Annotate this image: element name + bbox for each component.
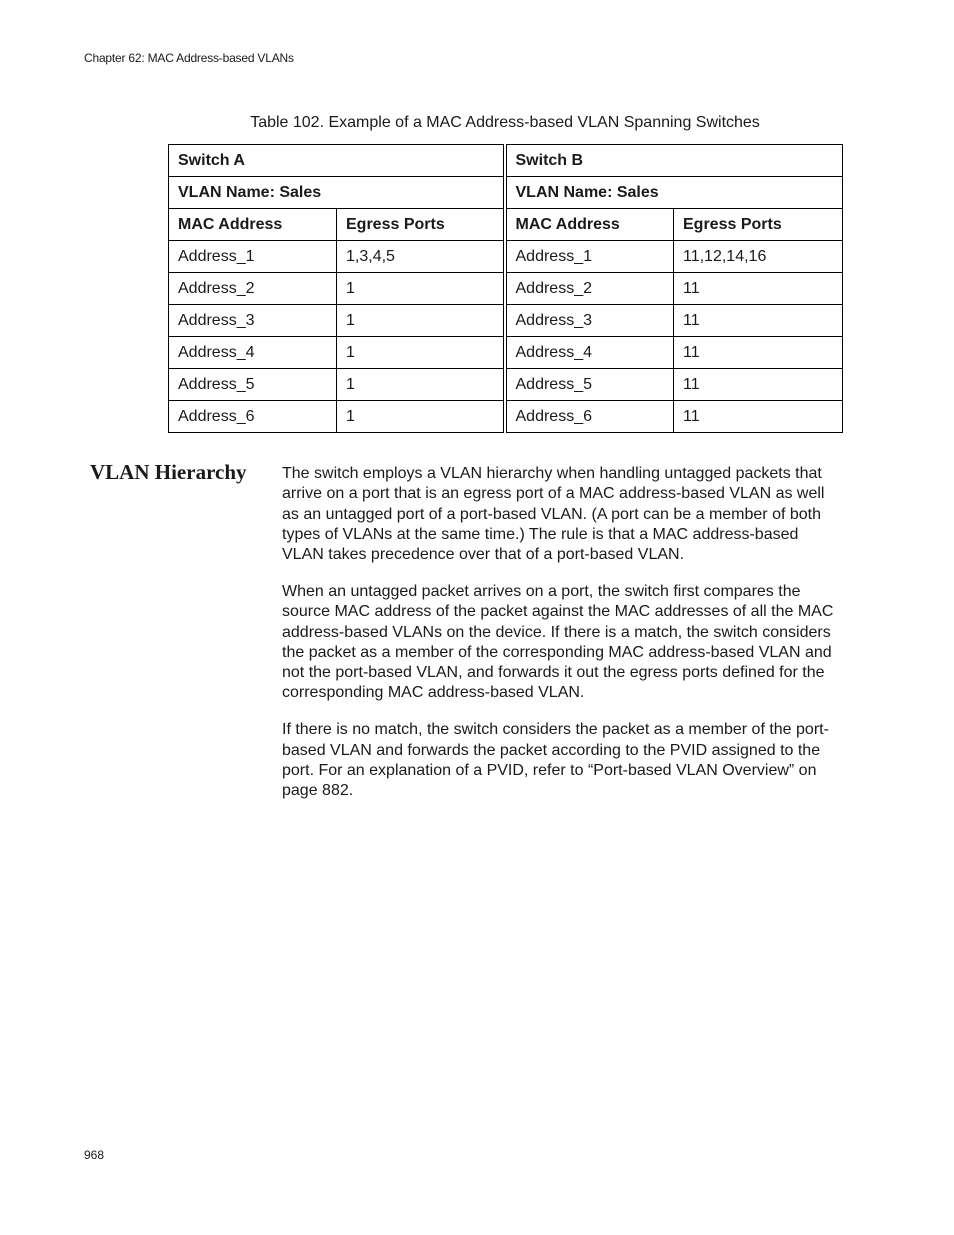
table-row — [169, 145, 843, 177]
switch-b-mac-cell: Address_6 — [505, 401, 674, 433]
body-paragraph: The switch employs a VLAN hierarchy when handling untagged packets that arrive on a port that is an egress port of a MAC address-based VLAN as well as an untagged port of a port-based VLAN. (A port can be a member of both types of VLANs at the same time.) The rule is that a MAC address-based VLAN takes precedence over that of a port-based VLAN. — [282, 465, 825, 564]
switch-b-ports-cell: 11,12,14,16 — [674, 241, 843, 273]
switch-b-mac-cell: Address_2 — [505, 273, 674, 305]
switch-b-ports-cell: 11 — [674, 401, 843, 433]
switch-a-mac-cell: Address_5 — [169, 369, 337, 401]
table-row — [169, 177, 843, 209]
switch-b-mac-header: MAC Address — [505, 209, 674, 241]
switch-b-mac-cell: Address_4 — [505, 337, 674, 369]
switch-b-ports-header: Egress Ports — [674, 209, 843, 241]
table-row — [169, 401, 843, 433]
switch-b-ports-cell: 11 — [674, 305, 843, 337]
switch-a-ports-cell: 1 — [337, 337, 505, 369]
table-row — [169, 241, 843, 273]
table-header-row — [169, 209, 843, 241]
switch-b-mac-cell: Address_5 — [505, 369, 674, 401]
switch-a-ports-cell: 1 — [337, 305, 505, 337]
switch-a-ports-cell: 1,3,4,5 — [337, 241, 505, 273]
switch-a-mac-header: MAC Address — [169, 209, 337, 241]
switch-b-title: Switch B — [505, 145, 843, 177]
section-body — [282, 464, 844, 818]
switch-b-mac-cell: Address_1 — [505, 241, 674, 273]
section-heading: VLAN Hierarchy — [90, 460, 247, 484]
switch-a-ports-cell: 1 — [337, 401, 505, 433]
page-number: 968 — [84, 1148, 105, 1162]
switch-a-mac-cell: Address_1 — [169, 241, 337, 273]
body-paragraph: When an untagged packet arrives on a port, the switch first compares the source MAC address of the packet against the MAC addresses of all the MAC address-based VLANs on the device. If there is a match, the switch considers the packet as a member of the corresponding MAC address-based VLAN and not the port-based VLAN, and forwards it out the egress ports defined for the corresponding MAC address-based VLAN. — [282, 582, 834, 702]
switch-a-mac-cell: Address_3 — [169, 305, 337, 337]
switch-b-ports-cell: 11 — [674, 337, 843, 369]
switch-b-ports-cell: 11 — [674, 273, 843, 305]
switch-a-mac-cell: Address_6 — [169, 401, 337, 433]
switch-b-ports-cell: 11 — [674, 369, 843, 401]
switch-a-ports-cell: 1 — [337, 273, 505, 305]
switch-a-mac-cell: Address_2 — [169, 273, 337, 305]
table-row — [169, 273, 843, 305]
table-row — [169, 305, 843, 337]
body-paragraph: If there is no match, the switch considers the packet as a member of the port-based VLAN and forwards the packet according to the PVID assigned to the port. For an explanation of a PVID, refer to “Port-based VLAN Overview” on page 882. — [282, 721, 829, 800]
switch-a-title: Switch A — [169, 145, 505, 177]
switch-a-vlan-name: VLAN Name: Sales — [169, 177, 505, 209]
switch-b-mac-cell: Address_3 — [505, 305, 674, 337]
switch-a-ports-cell: 1 — [337, 369, 505, 401]
switch-b-vlan-name: VLAN Name: Sales — [505, 177, 843, 209]
table-caption: Table 102. Example of a MAC Address-based VLAN Spanning Switches — [250, 114, 760, 131]
table-row — [169, 337, 843, 369]
table-row — [169, 369, 843, 401]
running-header: Chapter 62: MAC Address-based VLANs — [84, 51, 294, 65]
switch-a-mac-cell: Address_4 — [169, 337, 337, 369]
mac-vlan-table — [168, 144, 843, 433]
switch-a-ports-header: Egress Ports — [337, 209, 505, 241]
